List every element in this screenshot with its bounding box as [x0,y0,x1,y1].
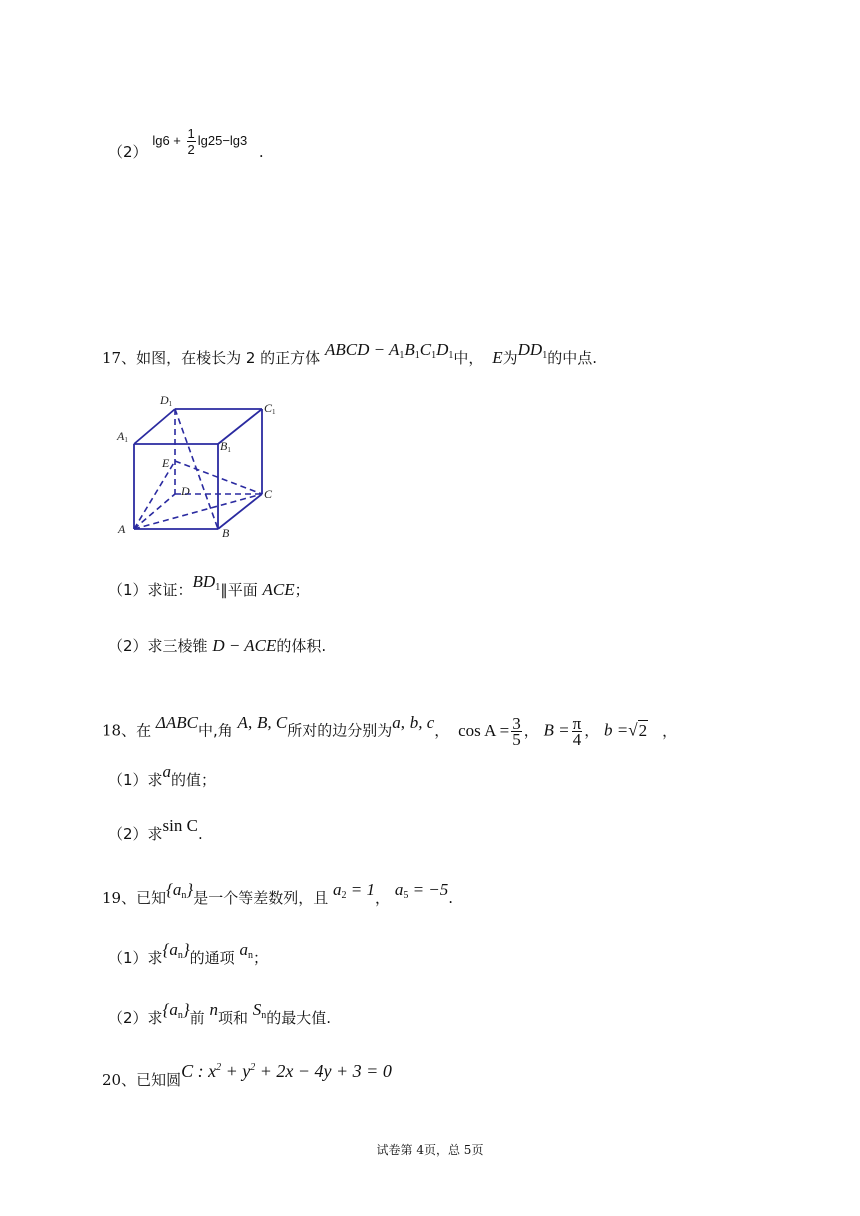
q16-part2-end: . [258,142,264,161]
label-a1: A1 [117,429,128,444]
q18-part1: （1）求a的值； [108,762,217,789]
q19-part2: （2）求$\{a_n\}$前 n项和 $S_n$的最大值. [108,1000,332,1027]
lg-expression: lg6 + $\frac{1}{2}$ lg25−lg3 [152,126,248,157]
label-e: E [162,456,170,470]
q18-part2: （2）求sin C. [108,816,203,843]
label-b: B [222,526,230,540]
q17-part2: （2）求三棱锥 D − ACE的体积. [108,636,327,655]
seg-d1-b [175,409,218,529]
q17-number: 17、 [102,349,137,367]
label-b1: B1 [220,439,231,454]
label-d: D [181,484,190,498]
dd1: $DD_1$ [517,340,548,361]
q18-stem: 18、在 ΔABC中,角 A, B, C所对的边分别为a, b, c， cos A = $\frac{3}{5}$ ， B = $\frac{\pi}{4}$ ， b =√2 ， [102,712,678,750]
seg-a-e [134,461,175,529]
q16-part2-label: （2） [108,142,148,161]
cube-name: ABCD − $A_1B_1C_1D_1$ [324,340,454,361]
q20-stem: 20、已知圆C : $x^2 + y^2 + 2x - 4y + 3 = 0$ [102,1061,392,1089]
q19-stem: 19、已知$\{a_n\}$是一个等差数列，且 $a_2 = 1$， $a_5 = -5$. [102,880,454,907]
q17-part1: （1）求证：$BD_1\parallel$平面 ACE； [108,572,310,599]
q16-part2 [108,126,264,169]
label-c: C [264,487,273,501]
circle-equation: C : $x^2 + y^2 + 2x - 4y + 3 = 0$ [181,1061,392,1081]
label-a: A [118,522,126,536]
edge-a1-d1 [134,409,175,444]
q19-part1: （1）求$\{a_n\}$的通项 $a_n$； [108,940,268,967]
cos-a: cos A = $\frac{3}{5}$ [458,714,521,750]
label-d1: D1 [160,393,173,408]
page-footer: 试卷第 4页，总 5页 [376,1143,484,1157]
label-c1: C1 [264,401,276,416]
seg-a-c [134,494,262,529]
cube-figure [112,390,282,546]
q17-stem: 17、如图，在棱长为 2 的正方体 ABCD − $A_1B_1C_1D_1$中， E为$DD_1$的中点. [102,340,597,367]
